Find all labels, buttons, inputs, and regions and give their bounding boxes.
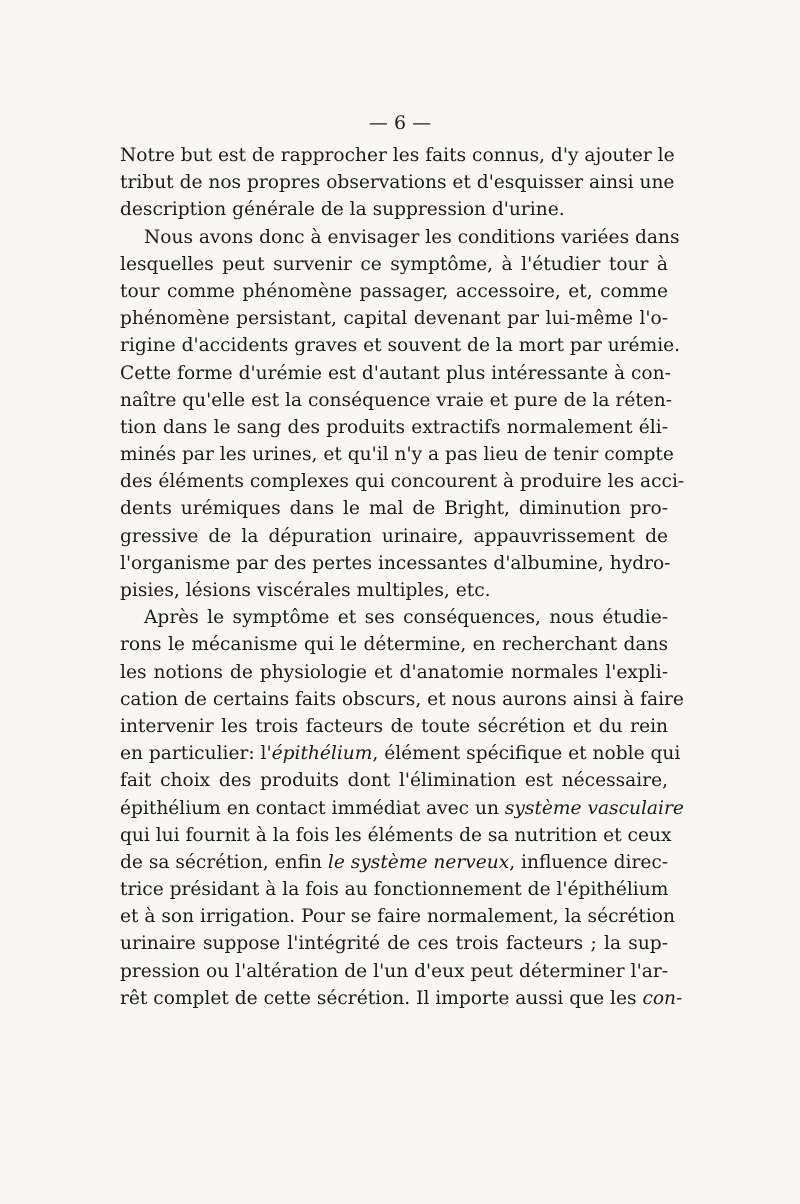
italic-term: con- <box>642 987 683 1009</box>
text-line: des éléments complexes qui concourent à produire les acci- <box>120 471 685 493</box>
text-line-mixed <box>120 740 681 767</box>
text-line: intervenir les trois facteurs de toute sécrétion et du rein <box>120 715 668 737</box>
text-line: naître qu'elle est la conséquence vraie et pure de la réten- <box>120 389 673 411</box>
text-line: minés par les urines, et qu'il n'y a pas lieu de tenir compte <box>120 444 674 466</box>
text-line-mixed <box>120 849 668 876</box>
text-run: épithélium en contact immédiat avec un <box>120 797 505 819</box>
paragraph-1 <box>120 142 675 224</box>
text-line: dents urémiques dans le mal de Bright, diminution pro- <box>120 498 668 520</box>
text-line: et à son irrigation. Pour se faire normalement, la sécrétion <box>120 906 675 928</box>
text-line: gressive de la dépuration urinaire, appauvrissement de <box>120 525 668 547</box>
page-number: — 6 — <box>368 112 432 134</box>
text-run: , élément spécifique et noble qui <box>372 743 681 765</box>
paragraph-3 <box>120 604 684 1012</box>
text-line: les notions de physiologie et d'anatomie normales l'expli- <box>120 661 668 683</box>
text-line: phénomène persistant, capital devenant par lui-même l'o- <box>120 308 668 330</box>
body-text <box>120 142 685 1012</box>
text-line: lesquelles peut survenir ce symptôme, à l'étudier tour à <box>120 253 668 275</box>
text-run: de sa sécrétion, enfin <box>120 851 328 873</box>
text-line: tion dans le sang des produits extractifs normalement éli- <box>120 416 668 438</box>
text-line: Nous avons donc à envisager les conditions variées dans <box>144 226 680 248</box>
text-run: en particulier: l' <box>120 743 272 765</box>
text-line: cation de certains faits obscurs, et nous aurons ainsi à faire <box>120 688 684 710</box>
text-run: , influence direc- <box>509 851 669 873</box>
text-line: Notre but est de rapprocher les faits connus, d'y ajouter le <box>120 145 675 166</box>
text-line: pression ou l'altération de l'un d'eux peut déterminer l'ar- <box>120 960 668 982</box>
text-line-mixed <box>120 795 684 822</box>
text-line: urinaire suppose l'intégrité de ces trois facteurs ; la sup- <box>120 933 668 955</box>
text-line: trice présidant à la fois au fonctionnement de l'épithélium <box>120 879 669 901</box>
text-line: rigine d'accidents graves et souvent de la mort par urémie. <box>120 335 681 357</box>
paragraph-2 <box>120 224 685 605</box>
text-line: tribut de nos propres observations et d'esquisser ainsi une <box>120 172 675 194</box>
text-line: qui lui fournit à la fois les éléments de sa nutrition et ceux <box>120 824 672 846</box>
text-line: fait choix des produits dont l'élimination est nécessaire, <box>120 770 668 792</box>
italic-term: le système nerveux <box>327 851 510 873</box>
text-line: Cette forme d'urémie est d'autant plus intéressante à con- <box>120 362 671 384</box>
italic-term: épithélium <box>271 743 373 765</box>
text-line: l'organisme par des pertes incessantes d'albumine, hydro- <box>120 552 671 574</box>
text-line: description générale de la suppression d'urine. <box>120 199 565 221</box>
italic-term: système vasculaire <box>504 797 684 819</box>
text-run: rêt complet de cette sécrétion. Il importe aussi que les <box>120 987 643 1009</box>
text-line-mixed <box>120 985 683 1012</box>
text-line: pisies, lésions viscérales multiples, etc. <box>120 580 491 601</box>
text-line: tour comme phénomène passager, accessoire, et, comme <box>120 280 668 302</box>
text-line: rons le mécanisme qui le détermine, en recherchant dans <box>120 634 668 656</box>
text-line: Après le symptôme et ses conséquences, nous étudie- <box>144 607 668 629</box>
